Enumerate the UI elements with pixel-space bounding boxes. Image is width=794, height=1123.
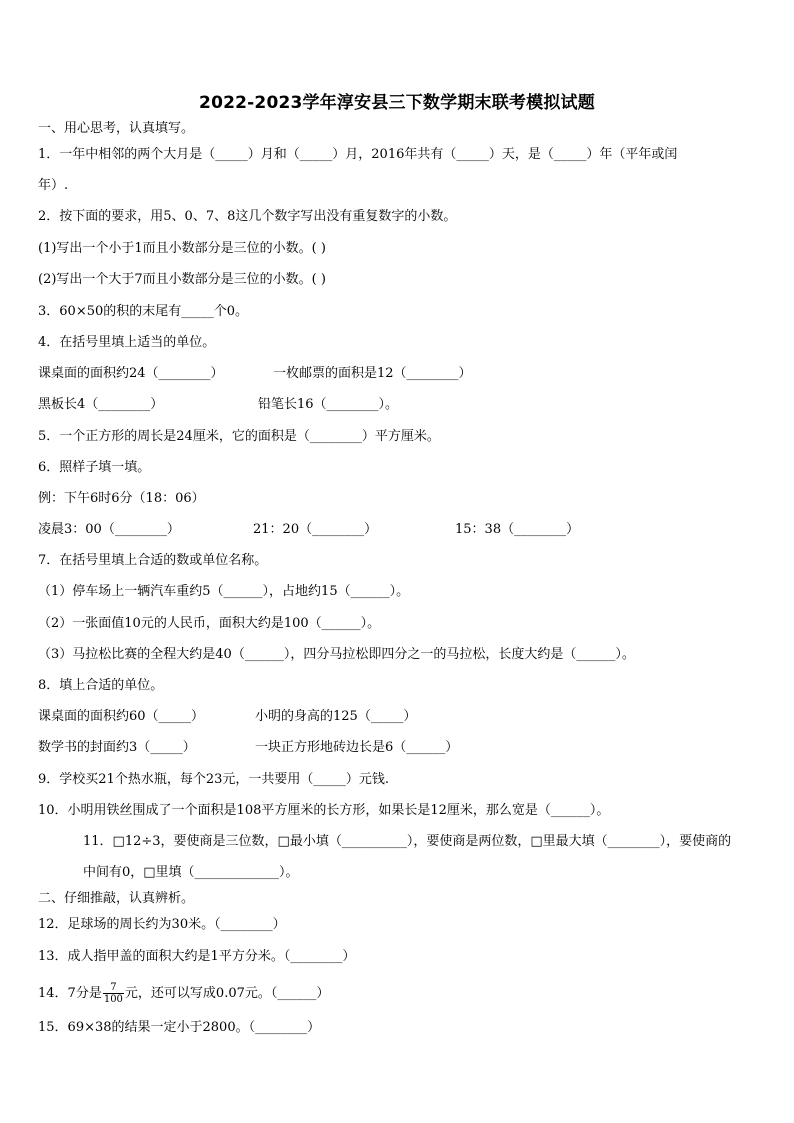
- question-14: [38, 982, 329, 1005]
- question-14-suffix: 元，还可以写成0.07元。（______）: [124, 986, 330, 1001]
- question-1-line-2: 年）.: [38, 178, 69, 193]
- question-7: 7．在括号里填上合适的数或单位名称。: [38, 553, 268, 568]
- question-4-item-a: 课桌面的面积约24（________）: [38, 366, 224, 381]
- question-11-line-1: 11．□12÷3，要使商是三位数，□最小填（__________），要使商是两位数，□里最大填（________），要使商的: [83, 834, 732, 849]
- question-7-part-2: （2）一张面值10元的人民币，面积大约是100（______）。: [38, 616, 381, 631]
- question-13: 13．成人指甲盖的面积大约是1平方分米。（________）: [38, 949, 356, 964]
- question-11-line-2: 中间有0，□里填（_____________）。: [83, 865, 299, 880]
- question-3: 3．60×50的积的末尾有_____个0。: [38, 304, 249, 319]
- question-4-item-b: 一枚邮票的面积是12（________）: [273, 366, 472, 381]
- question-1-line-1: 1．一年中相邻的两个大月是（_____）月和（_____）月，2016年共有（_____）天，是（_____）年（平年或闰: [38, 147, 678, 162]
- question-4: 4．在括号里填上适当的单位。: [38, 335, 216, 350]
- question-2: 2．按下面的要求，用5、0、7、8这几个数字写出没有重复数字的小数。: [38, 209, 457, 224]
- fraction: [103, 982, 124, 1005]
- page-title: 2022-2023学年淳安县三下数学期末联考模拟试题: [199, 93, 595, 113]
- question-7-part-3: （3）马拉松比赛的全程大约是40（______），四分马拉松即四分之一的马拉松，长度大约是（______）。: [38, 647, 635, 662]
- question-8-item-d: 一块正方形地砖边长是6（______）: [255, 740, 459, 755]
- question-2-part-2: (2)写出一个大于7而且小数部分是三位的小数。( ): [38, 272, 326, 287]
- question-15: 15．69×38的结果一定小于2800。（________）: [38, 1020, 321, 1035]
- question-6-example: 例：下午6时6分（18：06）: [38, 491, 205, 506]
- question-2-part-1: (1)写出一个小于1而且小数部分是三位的小数。( ): [38, 241, 326, 256]
- question-4-item-d: 铅笔长16（________）。: [258, 397, 399, 412]
- question-6-item-b: 21：20（________）: [253, 522, 378, 537]
- question-4-item-c: 黑板长4（________）: [38, 397, 164, 412]
- question-10: 10．小明用铁丝围成了一个面积是108平方厘米的长方形，如果长是12厘米，那么宽是（______）。: [38, 803, 610, 818]
- question-8: 8．填上合适的单位。: [38, 678, 164, 693]
- section-heading-1: 一、用心思考，认真填写。: [38, 121, 195, 136]
- question-7-part-1: （1）停车场上一辆汽车重约5（______），占地约15（______）。: [38, 584, 410, 599]
- question-14-prefix: 14．7分是: [38, 986, 102, 1001]
- question-8-item-a: 课桌面的面积约60（_____）: [38, 709, 205, 724]
- question-9: 9．学校买21个热水瓶，每个23元，一共要用（_____）元钱.: [38, 772, 389, 787]
- question-6-item-c: 15：38（________）: [455, 522, 580, 537]
- question-6: 6．照样子填一填。: [38, 460, 151, 475]
- fraction-numerator: 7: [103, 982, 124, 994]
- question-5: 5．一个正方形的周长是24厘米，它的面积是（________）平方厘米。: [38, 429, 440, 444]
- question-8-item-b: 小明的身高的125（_____）: [255, 709, 417, 724]
- question-6-item-a: 凌晨3：00（________）: [38, 522, 180, 537]
- question-8-item-c: 数学书的封面约3（_____）: [38, 740, 196, 755]
- section-heading-2: 二、仔细推敲，认真辨析。: [38, 891, 195, 906]
- question-12: 12．足球场的周长约为30米。（________）: [38, 917, 286, 932]
- fraction-denominator: 100: [103, 994, 123, 1005]
